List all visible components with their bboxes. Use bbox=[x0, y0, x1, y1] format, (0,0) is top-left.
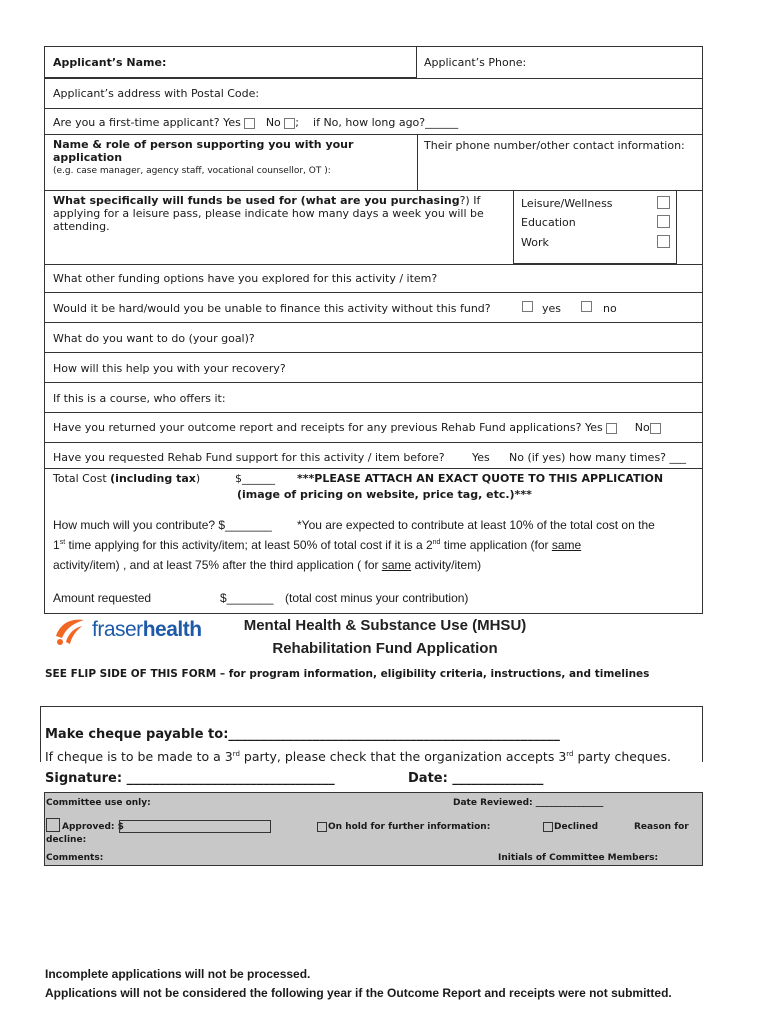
divider bbox=[44, 442, 703, 443]
cheque-payable-field[interactable]: Make cheque payable to:___________________________________________________ bbox=[45, 727, 560, 742]
committee-use-only: Committee use only: bbox=[46, 798, 151, 808]
approved-amount-field[interactable] bbox=[119, 820, 271, 833]
attach-quote-line1: ***PLEASE ATTACH AN EXACT QUOTE TO THIS APPLICATION bbox=[297, 472, 664, 485]
total-cost-label: Total Cost (including tax) bbox=[53, 472, 201, 485]
contact-info-label: Their phone number/other contact information: bbox=[424, 139, 685, 152]
requested-no-label: No (if yes) how many times? ___ bbox=[509, 451, 687, 464]
category-education-checkbox[interactable] bbox=[657, 215, 670, 228]
other-funding-label: What other funding options have you explored for this activity / item? bbox=[53, 272, 438, 285]
amount-requested-field[interactable]: $_______ bbox=[220, 591, 274, 605]
support-person-example: (e.g. case manager, agency staff, vocational counsellor, OT ): bbox=[53, 166, 331, 176]
category-work-label: Work bbox=[521, 236, 549, 249]
first-time-no-checkbox[interactable] bbox=[284, 118, 295, 129]
declined-label: Declined bbox=[554, 822, 599, 832]
goal-label: What do you want to do (your goal)? bbox=[53, 332, 255, 345]
approved-checkbox[interactable] bbox=[46, 818, 60, 832]
approved-label: Approved: $ bbox=[62, 822, 124, 832]
form-title-line1: Mental Health & Substance Use (MHSU) bbox=[243, 617, 527, 634]
first-time-yes-checkbox[interactable] bbox=[244, 118, 255, 129]
category-leisure-checkbox[interactable] bbox=[657, 196, 670, 209]
category-education-label: Education bbox=[521, 216, 576, 229]
signature-field[interactable]: Signature: ________________________________ bbox=[45, 771, 335, 786]
category-leisure-label: Leisure/Wellness bbox=[521, 197, 613, 210]
recovery-label: How will this help you with your recovery? bbox=[53, 362, 286, 375]
fraser-health-logo bbox=[52, 614, 202, 648]
returned-question: Have you returned your outcome report and receipts for any previous Rehab Fund applications? Yes No bbox=[53, 421, 661, 434]
divider bbox=[44, 78, 703, 79]
returned-no-checkbox[interactable] bbox=[650, 423, 661, 434]
reason-for-label: Reason for bbox=[634, 822, 689, 832]
course-label: If this is a course, who offers it: bbox=[53, 392, 226, 405]
amount-requested-label: Amount requested bbox=[53, 591, 152, 605]
returned-yes-checkbox[interactable] bbox=[606, 423, 617, 434]
contribute-note-1: *You are expected to contribute at least 10% of the total cost on the bbox=[297, 518, 655, 532]
hard-finance-no-checkbox[interactable] bbox=[581, 301, 592, 312]
funds-question: What specifically will funds be used for (what are you purchasing?) If applying for a leisure pass, please indicate how many days a week you will be attending. bbox=[53, 194, 484, 233]
support-person-label: Name & role of person supporting you with your application bbox=[53, 138, 354, 164]
requested-label: Have you requested Rehab Fund support for this activity / item before? bbox=[53, 451, 445, 464]
on-hold-label: On hold for further information: bbox=[328, 822, 491, 832]
divider bbox=[44, 412, 703, 413]
hard-finance-label: Would it be hard/would you be unable to finance this activity without this fund? bbox=[53, 302, 491, 315]
amount-requested-note: (total cost minus your contribution) bbox=[285, 591, 469, 605]
total-cost-field[interactable]: $______ bbox=[235, 472, 275, 485]
divider bbox=[44, 352, 703, 353]
contribute-note-3: activity/item) , and at least 75% after the third application ( for same activity/item) bbox=[53, 558, 482, 572]
third-party-note: If cheque is to be made to a 3rd party, please check that the organization accepts 3rd party cheques. bbox=[45, 749, 671, 764]
divider bbox=[44, 382, 703, 383]
comments-label: Comments: bbox=[46, 853, 104, 863]
flip-side-notice: SEE FLIP SIDE OF THIS FORM – for program information, eligibility criteria, instructions, and timelines bbox=[45, 668, 650, 680]
applicant-name-label: Applicant’s Name: bbox=[53, 56, 167, 69]
not-considered-notice: Applications will not be considered the following year if the Outcome Report and receipts were not submitted. bbox=[45, 986, 672, 1000]
divider bbox=[44, 108, 703, 109]
requested-yes-label: Yes bbox=[472, 451, 490, 464]
hard-finance-no-label: no bbox=[603, 302, 617, 315]
divider bbox=[44, 292, 703, 293]
date-reviewed-field[interactable]: Date Reviewed: _______________ bbox=[453, 798, 604, 808]
attach-quote-line2: (image of pricing on website, price tag, etc.)*** bbox=[237, 488, 532, 501]
applicant-phone-label: Applicant’s Phone: bbox=[424, 56, 527, 69]
divider bbox=[44, 134, 703, 135]
first-time-question: Are you a first-time applicant? Yes No ; if No, how long ago?______ bbox=[53, 116, 459, 129]
divider bbox=[44, 264, 703, 265]
fraser-health-logo-icon bbox=[52, 614, 88, 648]
logo-health: health bbox=[142, 618, 202, 641]
how-long-ago-field[interactable]: if No, how long ago?______ bbox=[313, 116, 459, 129]
contribute-note-2: 1st time applying for this activity/item; at least 50% of total cost if it is a 2nd time application (for same bbox=[53, 538, 582, 552]
divider bbox=[40, 706, 703, 707]
on-hold-checkbox[interactable] bbox=[317, 822, 327, 832]
incomplete-notice: Incomplete applications will not be processed. bbox=[45, 967, 311, 981]
divider bbox=[44, 322, 703, 323]
hard-finance-yes-label: yes bbox=[542, 302, 562, 315]
date-field[interactable]: Date: ______________ bbox=[408, 771, 544, 786]
category-work-checkbox[interactable] bbox=[657, 235, 670, 248]
form-title-line2: Rehabilitation Fund Application bbox=[272, 640, 498, 657]
divider bbox=[40, 706, 41, 762]
declined-checkbox[interactable] bbox=[543, 822, 553, 832]
initials-label: Initials of Committee Members: bbox=[498, 853, 659, 863]
logo-fraser: fraser bbox=[92, 618, 143, 641]
hard-finance-yes-checkbox[interactable] bbox=[522, 301, 533, 312]
address-label: Applicant’s address with Postal Code: bbox=[53, 87, 260, 100]
contribute-field[interactable]: How much will you contribute? $_______ bbox=[53, 518, 272, 532]
divider bbox=[417, 134, 418, 190]
divider bbox=[702, 706, 703, 762]
divider bbox=[44, 468, 703, 469]
decline-label: decline: bbox=[46, 835, 87, 845]
